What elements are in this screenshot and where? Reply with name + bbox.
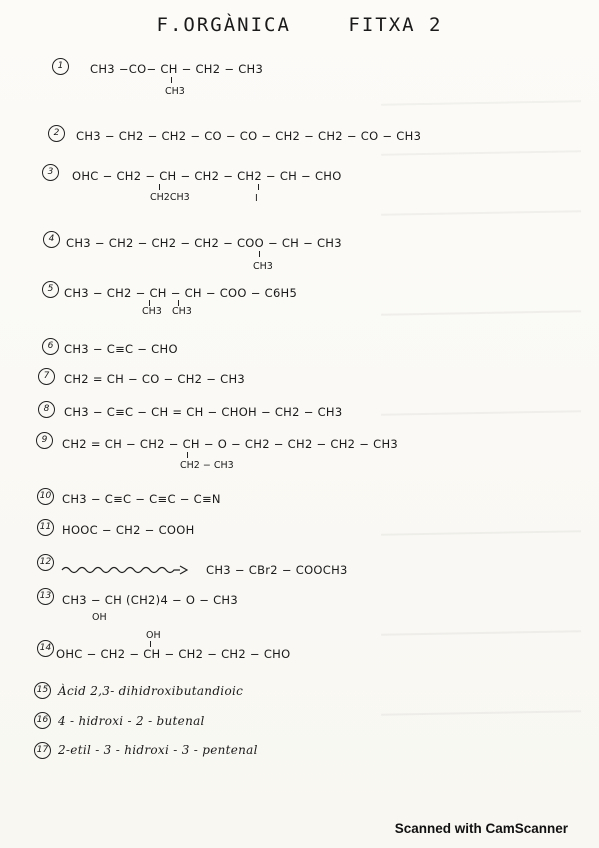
item-number: 15 <box>34 682 51 699</box>
formula-text: OHC − CH2 − CH − CH2 − CH2 − CH − CHO <box>72 169 342 183</box>
compound-name: Àcid 2,3- dihidroxibutandioic <box>58 684 244 698</box>
substituent-text: OH <box>92 612 107 623</box>
scanner-watermark: Scanned with CamScanner <box>394 821 568 836</box>
bleed-through-mark <box>381 620 581 635</box>
bond-line <box>258 184 259 190</box>
formula-text: CH3 − CH2 − CH − CH − COO − C6H5 <box>64 286 298 300</box>
formula-text: CH3 − CH (CH2)4 − O − CH3 <box>62 593 238 607</box>
compound-name: 4 - hidroxi - 2 - butenal <box>58 714 205 728</box>
item-number: 4 <box>43 231 60 248</box>
bleed-through-mark <box>381 400 581 415</box>
substituent-text: CH3 <box>142 306 162 317</box>
bond-line <box>187 452 188 458</box>
formula-text: CH3 −CO− CH − CH2 − CH3 <box>90 62 264 76</box>
item-number: 8 <box>38 401 55 418</box>
bond-line <box>159 184 160 190</box>
formula-text: HOOC − CH2 − COOH <box>62 523 195 537</box>
bleed-through-mark <box>381 520 581 535</box>
page-title <box>0 14 599 36</box>
formula-text: CH3 − CH2 − CH2 − CH2 − COO − CH − CH3 <box>66 236 342 250</box>
item-number: 13 <box>37 588 54 605</box>
item-number: 10 <box>37 488 54 505</box>
formula-text: CH3 − CH2 − CH2 − CO − CO − CH2 − CH2 − CO − CH3 <box>76 129 422 143</box>
formula-text: CH3 − C≡C − C≡C − C≡N <box>62 492 221 506</box>
formula-text: CH3 − C≡C − CHO <box>64 342 178 356</box>
item-number: 12 <box>37 554 54 571</box>
substituent-text: CH3 <box>165 86 185 97</box>
formula-text: CH2 = CH − CH2 − CH − O − CH2 − CH2 − CH2 − CH3 <box>62 437 399 451</box>
item-number: 1 <box>52 58 69 75</box>
substituent-text: CH2 − CH3 <box>180 460 234 471</box>
formula-text: OHC − CH2 − CH − CH2 − CH2 − CHO <box>56 647 291 661</box>
formula-text: CH3 − CBr2 − COOCH3 <box>206 563 348 577</box>
item-number: 14 <box>37 640 54 657</box>
substituent-text: OH <box>146 630 161 641</box>
title-subject: F.ORGÀNICA <box>156 14 291 36</box>
item-number: 7 <box>38 368 55 385</box>
item-number: 5 <box>42 281 59 298</box>
substituent-text: CH3 <box>253 261 273 272</box>
item-number: 11 <box>37 519 54 536</box>
item-number: 3 <box>42 164 59 181</box>
bleed-through-mark <box>381 300 581 315</box>
title-sheet: FITXA 2 <box>348 14 443 36</box>
item-number: 9 <box>36 432 53 449</box>
bond-line <box>171 77 172 83</box>
item-number: 16 <box>34 712 51 729</box>
bleed-through-mark <box>381 90 581 105</box>
substituent-text: CH3 <box>172 306 192 317</box>
formula-text: CH3 − C≡C − CH = CH − CHOH − CH2 − CH3 <box>64 405 343 419</box>
formula-text: CH2 = CH − CO − CH2 − CH3 <box>64 372 246 386</box>
item-number: 17 <box>34 742 51 759</box>
item-number: 2 <box>48 125 65 142</box>
substituent-text: CH2CH3 <box>150 192 190 203</box>
item-number: 6 <box>42 338 59 355</box>
compound-name: 2-etil - 3 - hidroxi - 3 - pentenal <box>58 743 258 757</box>
bleed-through-mark <box>381 700 581 715</box>
bleed-through-mark <box>381 200 581 215</box>
bond-line <box>259 251 260 257</box>
substituent-text: I <box>255 193 258 204</box>
reaction-arrow-icon <box>60 563 190 577</box>
